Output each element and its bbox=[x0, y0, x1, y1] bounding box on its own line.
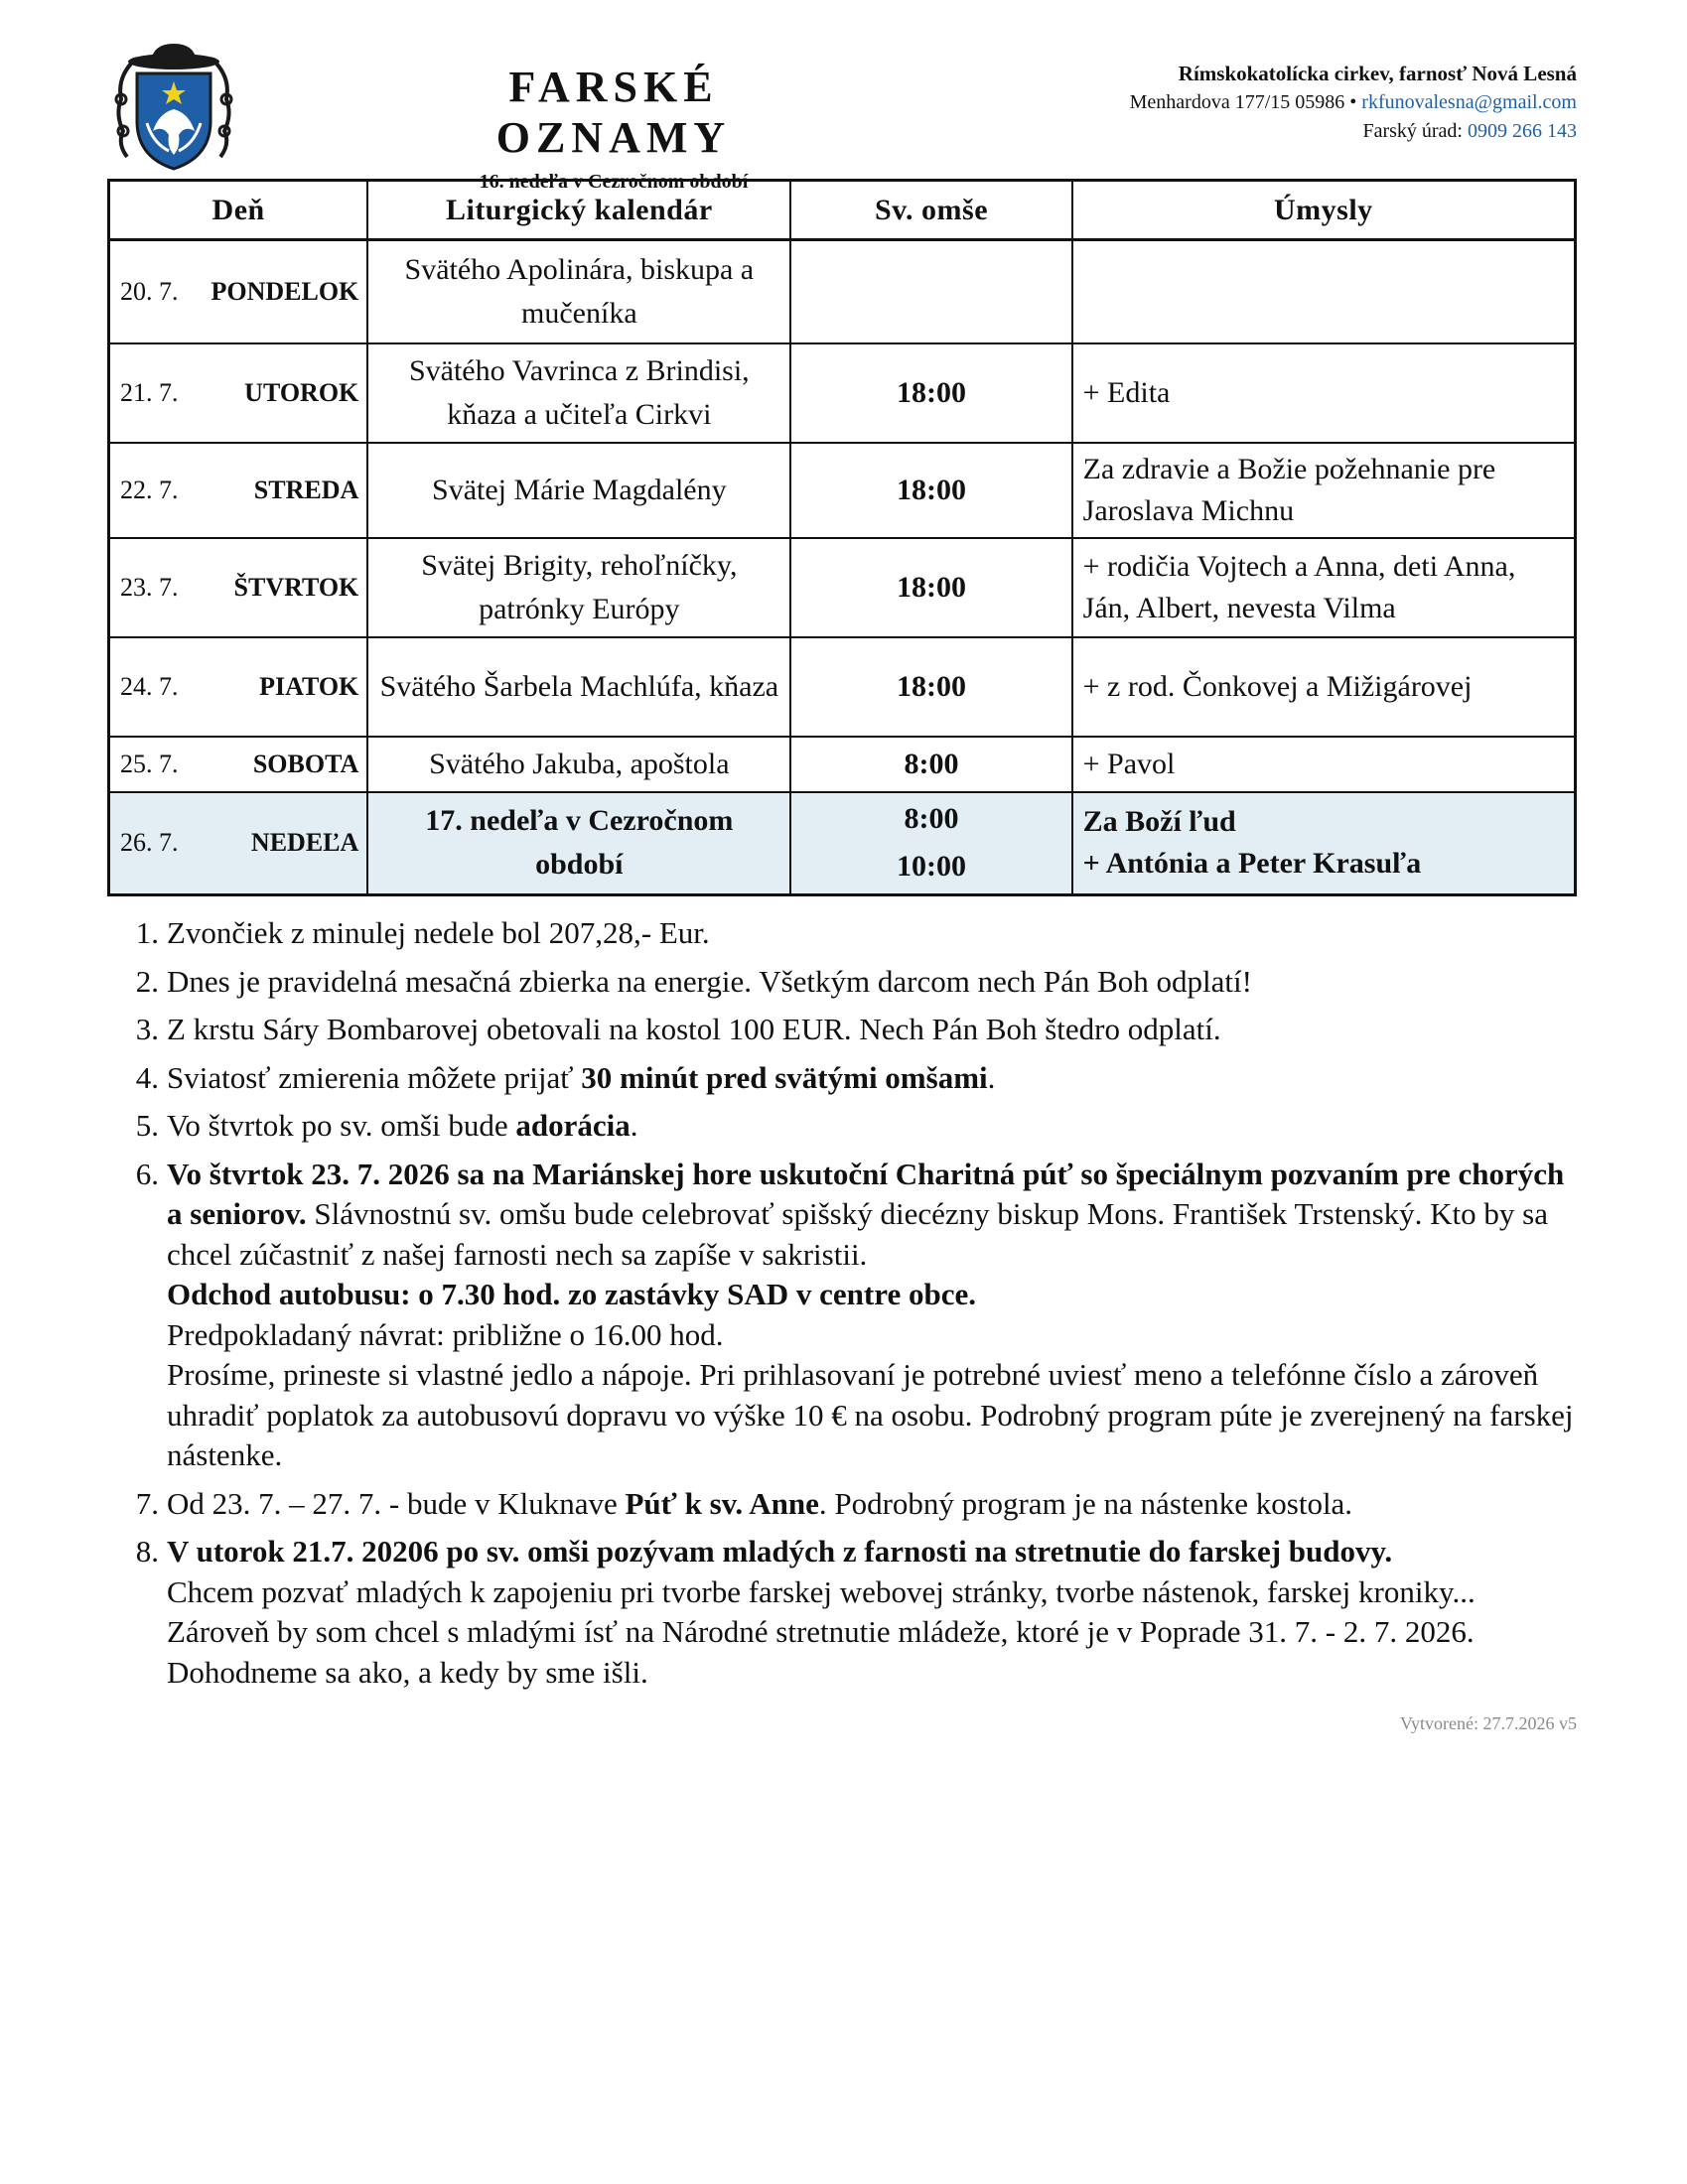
item-bold-text: 30 minút pred svätými omšami bbox=[581, 1059, 988, 1095]
row-date: 24. 7. bbox=[120, 671, 179, 701]
title-block bbox=[395, 62, 832, 194]
day-cell bbox=[109, 792, 368, 895]
row-day-name: STREDA bbox=[253, 475, 359, 504]
mass-time: 18:00 bbox=[897, 669, 966, 703]
table-row bbox=[109, 538, 1576, 637]
calendar-cell: 17. nedeľa v Cezročnom období bbox=[367, 792, 790, 895]
row-date: 22. 7. bbox=[120, 475, 179, 504]
item-text: . bbox=[630, 1108, 638, 1143]
calendar-cell: Svätej Brigity, rehoľníčky, patrónky Európy bbox=[367, 538, 790, 637]
email-link[interactable]: rkfunovalesna@gmail.com bbox=[1361, 91, 1577, 113]
item-text: Sviatosť zmierenia môžete prijať bbox=[167, 1059, 582, 1095]
table-row bbox=[109, 637, 1576, 737]
item-text: Z krstu Sáry Bombarovej obetovali na kostol 100 EUR. Nech Pán Boh štedro odplatí. bbox=[167, 1012, 1221, 1046]
mass-time: 8:00 bbox=[904, 747, 959, 780]
item-text: Slávnostnú sv. omšu bude celebrovať spišský diecézny biskup Mons. František Trstenský. Kto by sa chcel zúčastniť z našej farnosti nech sa zapíše v sakristii. bbox=[167, 1196, 1548, 1272]
table-row bbox=[109, 443, 1576, 538]
item-text: Dnes je pravidelná mesačná zbierka na energie. Všetkým darcom nech Pán Boh odplatí! bbox=[167, 963, 1252, 999]
item-text: Predpokladaný návrat: približne o 16.00 hod. bbox=[167, 1316, 724, 1352]
bulletin-header bbox=[107, 40, 1577, 193]
intention-text: + Antónia a Peter Krasuľa bbox=[1082, 847, 1422, 881]
row-date: 21. 7. bbox=[120, 377, 179, 407]
calendar-cell: Svätého Jakuba, apoštola bbox=[367, 737, 790, 792]
calendar-cell: Svätého Šarbela Machlúfa, kňaza bbox=[367, 637, 790, 737]
intention-text: + Pavol bbox=[1082, 747, 1176, 780]
calendar-cell: Svätej Márie Magdalény bbox=[367, 443, 790, 538]
office-line bbox=[1130, 117, 1577, 146]
item-number: 8. bbox=[135, 1534, 159, 1569]
phone-link[interactable]: 0909 266 143 bbox=[1468, 120, 1577, 142]
organization-name: Rímskokatolícka cirkev, farnosť Nová Lesná bbox=[1178, 62, 1577, 85]
day-cell bbox=[109, 737, 368, 792]
item-text: Chcem pozvať mladých k zapojeniu pri tvorbe farskej webovej stránky, tvorbe nástenok, farskej kroniky... Zároveň by som chcel s mladými ísť na Národné stretnutie mládeže, ktoré je v Poprade 31. 7. - 2. 7. 2026. Dohodneme sa ako, a kedy by sme išli. bbox=[167, 1573, 1476, 1690]
item-number: 5. bbox=[135, 1108, 159, 1143]
intention-text: + Edita bbox=[1082, 375, 1171, 409]
calendar-cell: Svätého Apolinára, biskupa a mučeníka bbox=[367, 240, 790, 343]
mass-cell bbox=[790, 637, 1071, 737]
mass-cell bbox=[790, 443, 1071, 538]
item-bold-text: Vo štvrtok 23. 7. 2026 sa na Mariánskej hore uskutoční Charitná púť so špeciálnym pozvaním pre chorých a seniorov. bbox=[167, 1156, 1565, 1231]
item-text: Vo štvrtok po sv. omši bude bbox=[167, 1108, 516, 1143]
list-item bbox=[107, 1532, 1577, 1693]
item-body bbox=[167, 962, 1577, 1003]
item-body bbox=[167, 1106, 1577, 1147]
list-item bbox=[107, 1010, 1577, 1050]
item-body bbox=[167, 1155, 1577, 1476]
table-row bbox=[109, 737, 1576, 792]
mass-cell bbox=[790, 737, 1071, 792]
item-number: 2. bbox=[135, 963, 159, 999]
intention-cell bbox=[1072, 240, 1576, 343]
day-cell bbox=[109, 538, 368, 637]
row-day-name: PONDELOK bbox=[211, 276, 359, 306]
intention-text: Za Boží ľud bbox=[1082, 805, 1236, 839]
row-day-name: SOBOTA bbox=[252, 749, 359, 778]
mass-time: 18:00 bbox=[897, 375, 966, 409]
page-subtitle: 16. nedeľa v Cezročnom období bbox=[479, 171, 749, 193]
item-number: 1. bbox=[135, 915, 159, 950]
row-day-name: NEDEĽA bbox=[250, 828, 359, 858]
header-masses: Sv. omše bbox=[790, 181, 1071, 240]
list-item bbox=[107, 1484, 1577, 1525]
intention-cell bbox=[1072, 443, 1576, 538]
list-item bbox=[107, 962, 1577, 1003]
item-body bbox=[167, 1010, 1577, 1050]
mass-schedule-table bbox=[107, 179, 1577, 896]
list-item bbox=[107, 1058, 1577, 1099]
intention-cell bbox=[1072, 343, 1576, 443]
item-text: Prosíme, prineste si vlastné jedlo a nápoje. Pri prihlasovaní je potrebné uviesť meno a telefónne číslo a zároveň uhradiť poplatok za autobusovú dopravu vo výške 10 € na osobu. Podrobný program púte je zverejnený na farskej nástenke. bbox=[167, 1357, 1574, 1472]
day-cell bbox=[109, 443, 368, 538]
mass-cell bbox=[790, 538, 1071, 637]
calendar-cell: Svätého Vavrinca z Brindisi, kňaza a učiteľa Cirkvi bbox=[367, 343, 790, 443]
table-row bbox=[109, 343, 1576, 443]
table-header-row bbox=[109, 181, 1576, 240]
item-bold-text: V utorok 21.7. 20206 po sv. omši pozývam mladých z farnosti na stretnutie do farskej budovy. bbox=[167, 1534, 1393, 1569]
intention-text: Za zdravie a Božie požehnanie pre Jaroslava Michnu bbox=[1082, 452, 1496, 527]
item-body bbox=[167, 1484, 1577, 1525]
item-bold-text: adorácia bbox=[515, 1108, 631, 1143]
intention-cell bbox=[1072, 538, 1576, 637]
item-text: . Podrobný program je na nástenke kostola. bbox=[818, 1485, 1353, 1521]
parish-crest-icon bbox=[107, 40, 240, 173]
intention-text: + z rod. Čonkovej a Mižigárovej bbox=[1082, 669, 1473, 703]
item-body bbox=[167, 913, 1577, 954]
row-date: 20. 7. bbox=[120, 276, 179, 306]
day-cell bbox=[109, 343, 368, 443]
header-liturgical-calendar: Liturgický kalendár bbox=[367, 181, 790, 240]
list-item bbox=[107, 1106, 1577, 1147]
item-text: Zvončiek z minulej nedele bol 207,28,- Eur. bbox=[167, 915, 710, 950]
mass-cell bbox=[790, 240, 1071, 343]
item-body bbox=[167, 1532, 1577, 1693]
item-number: 6. bbox=[135, 1156, 159, 1191]
item-bold-text: Púť k sv. Anne bbox=[625, 1485, 819, 1521]
announcements-list bbox=[107, 913, 1577, 1701]
day-cell bbox=[109, 637, 368, 737]
intention-cell bbox=[1072, 637, 1576, 737]
header-day: Deň bbox=[109, 181, 368, 240]
mass-time: 18:00 bbox=[897, 473, 966, 506]
mass-time: 8:00 bbox=[904, 802, 959, 836]
header-intentions: Úmysly bbox=[1072, 181, 1576, 240]
row-day-name: UTOROK bbox=[244, 377, 359, 407]
table-row bbox=[109, 240, 1576, 343]
mass-time: 18:00 bbox=[897, 570, 966, 604]
page-title: FARSKÉ OZNAMY bbox=[495, 63, 732, 162]
item-number: 3. bbox=[135, 1012, 159, 1046]
contact-block bbox=[1130, 60, 1577, 146]
intention-text: + rodičia Vojtech a Anna, deti Anna, Ján, Albert, nevesta Vilma bbox=[1082, 549, 1516, 624]
item-text: . bbox=[987, 1059, 996, 1095]
item-number: 7. bbox=[135, 1485, 159, 1521]
address-line bbox=[1130, 88, 1577, 117]
version-label: v5 bbox=[1554, 1713, 1577, 1733]
list-item bbox=[107, 913, 1577, 954]
item-text: Od 23. 7. – 27. 7. - bude v Kluknave bbox=[167, 1485, 626, 1521]
created-footer bbox=[1400, 1713, 1577, 1734]
row-date: 26. 7. bbox=[120, 828, 179, 858]
day-cell bbox=[109, 240, 368, 343]
mass-time: 10:00 bbox=[897, 850, 966, 884]
mass-cell bbox=[790, 343, 1071, 443]
mass-cell bbox=[790, 792, 1071, 895]
bulletin-page bbox=[107, 40, 1577, 1733]
created-date: Vytvorené: 27.7.2026 bbox=[1400, 1713, 1555, 1733]
item-body bbox=[167, 1058, 1577, 1099]
address: Menhardova 177/15 05986 bbox=[1129, 91, 1345, 113]
row-day-name: ŠTVRTOK bbox=[233, 572, 359, 602]
list-item bbox=[107, 1155, 1577, 1476]
row-date: 25. 7. bbox=[120, 749, 179, 778]
row-day-name: PIATOK bbox=[259, 671, 359, 701]
office-label: Farský úrad: bbox=[1362, 120, 1468, 142]
intention-cell bbox=[1072, 792, 1576, 895]
item-bold-text: Odchod autobusu: o 7.30 hod. zo zastávky SAD v centre obce. bbox=[167, 1277, 976, 1311]
item-number: 4. bbox=[135, 1059, 159, 1095]
intention-cell bbox=[1072, 737, 1576, 792]
row-date: 23. 7. bbox=[120, 572, 179, 602]
separator: • bbox=[1344, 91, 1362, 113]
table-row-sunday bbox=[109, 792, 1576, 895]
